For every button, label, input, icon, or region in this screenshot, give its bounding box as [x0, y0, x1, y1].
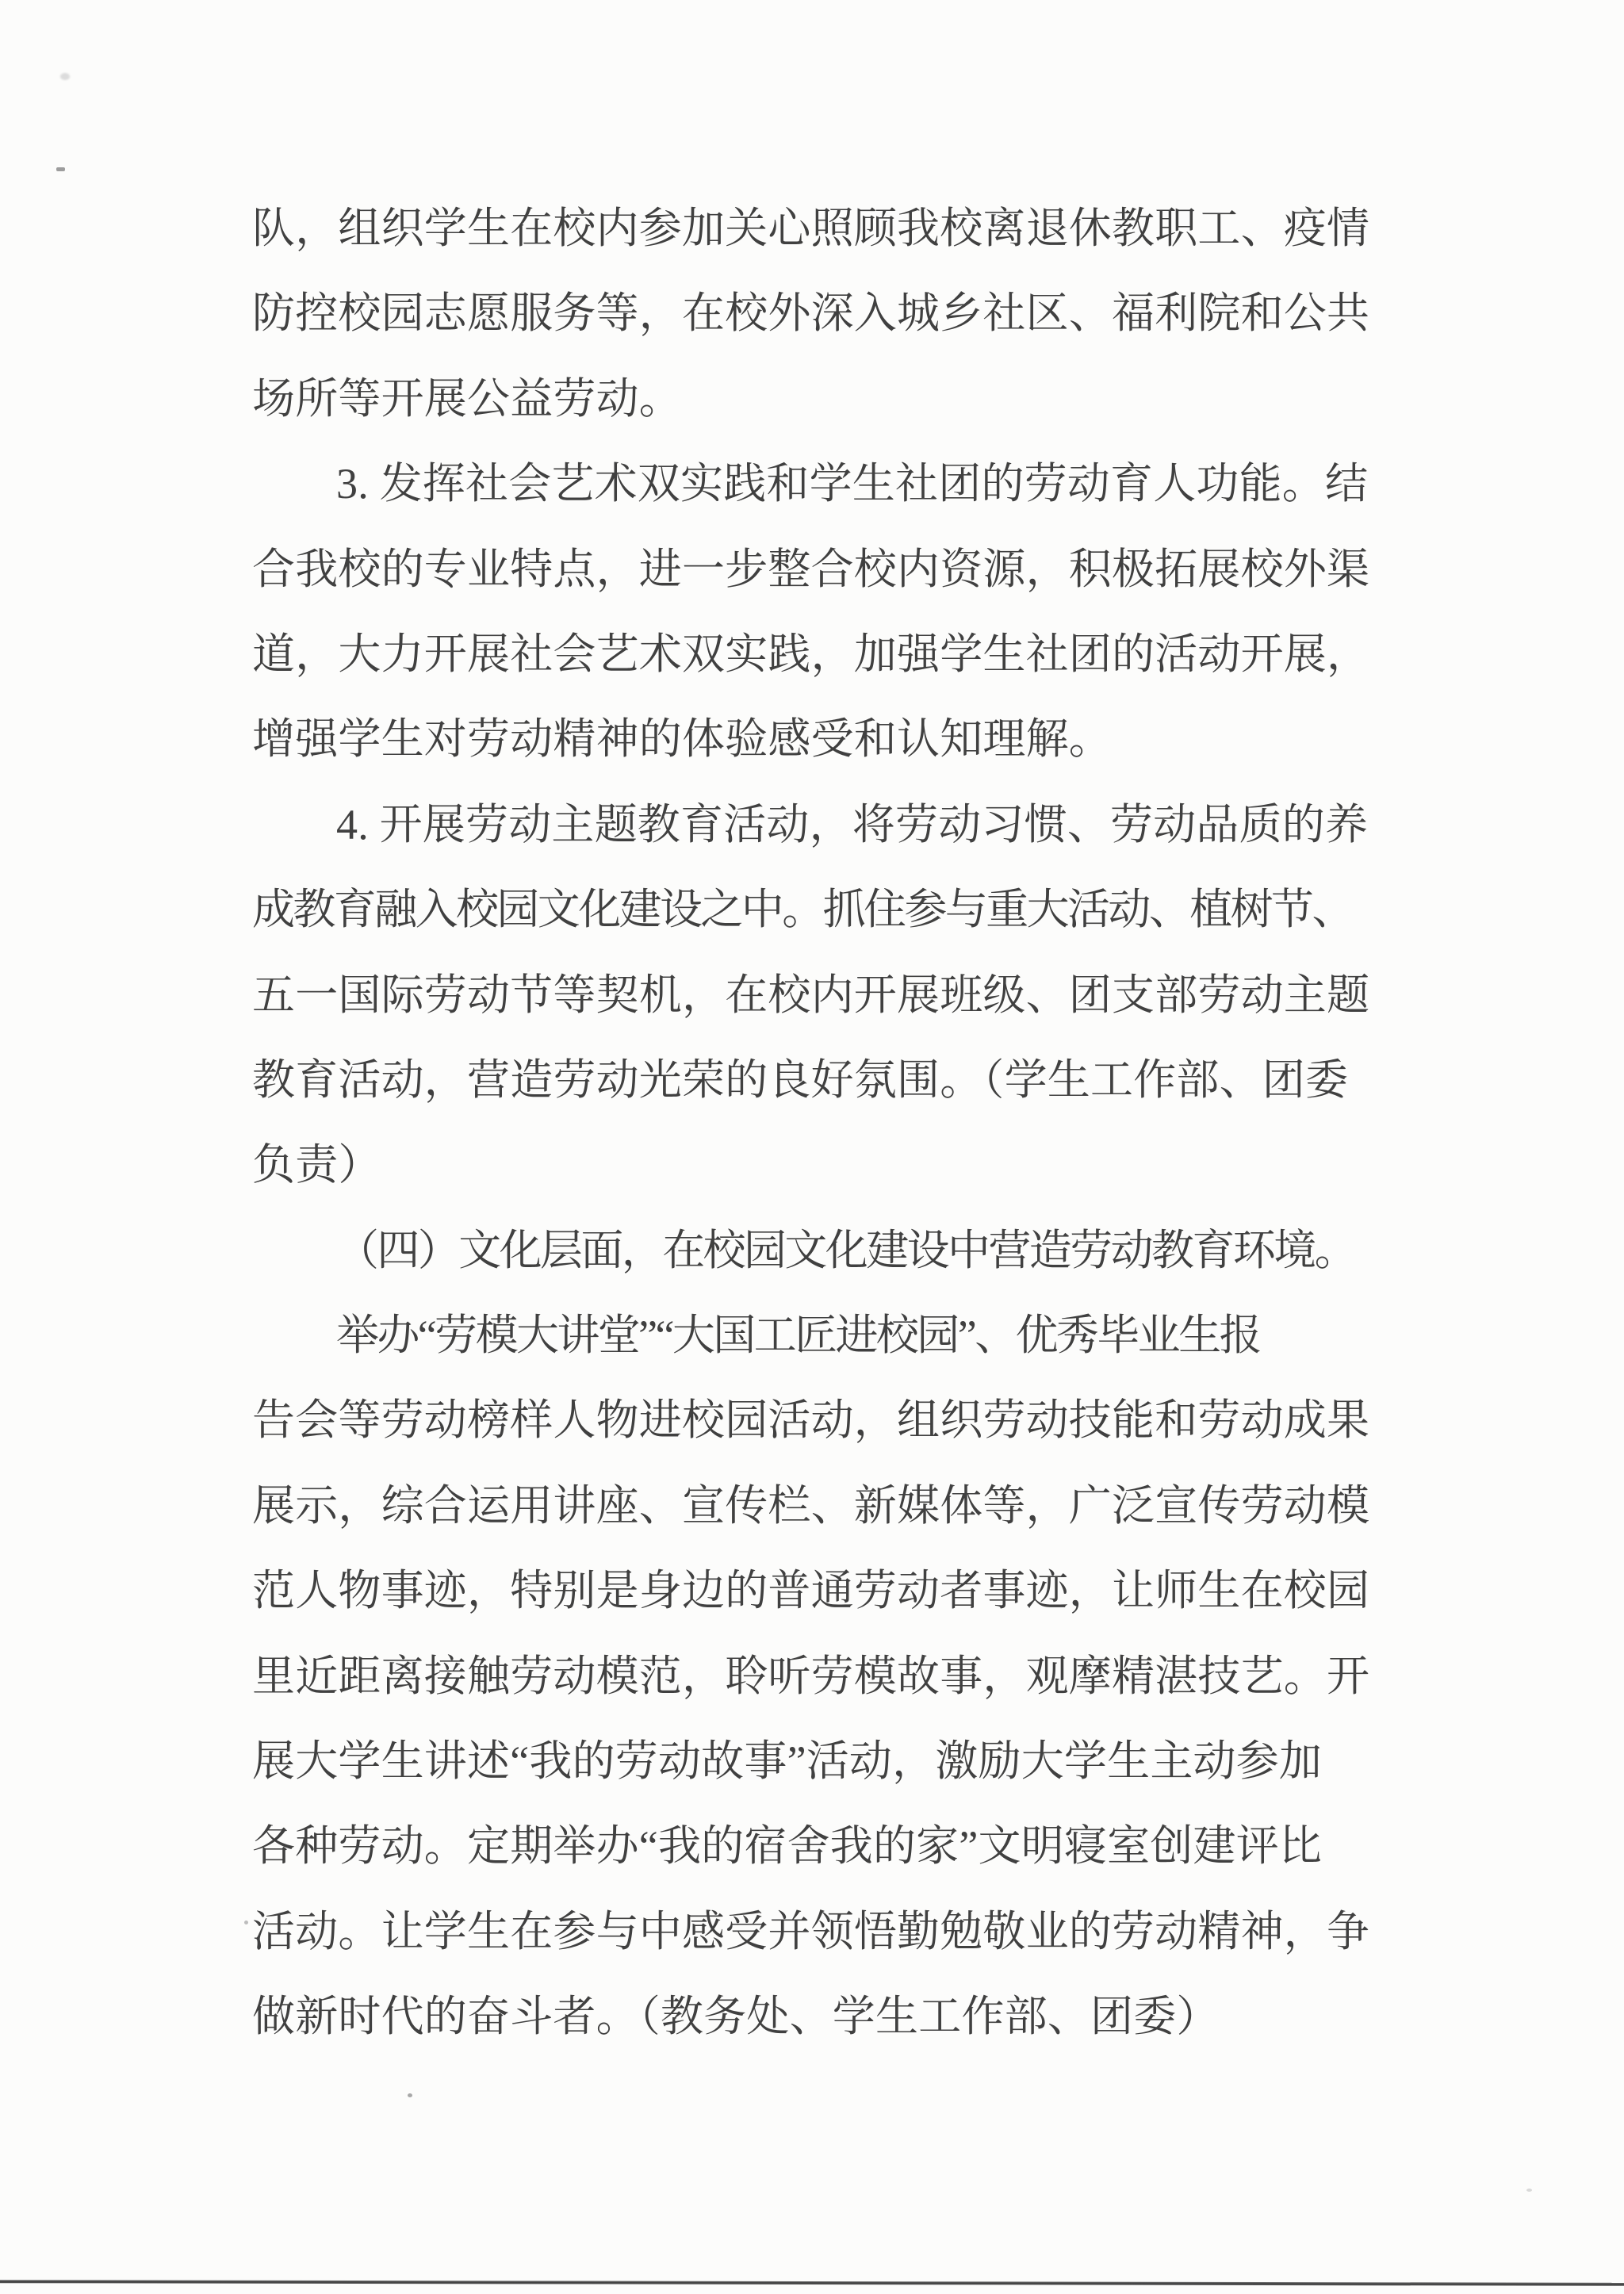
document-line: （四）文化层面，在校园文化建设中营造劳动教育环境。 [336, 1226, 1355, 1274]
scan-speck [60, 73, 70, 80]
document-line: 做新时代的奋斗者。（教务处、学生工作部、团委） [252, 1993, 1220, 2041]
document-line: 场所等开展公益劳动。 [252, 374, 682, 423]
scan-speck [244, 1921, 248, 1924]
document-line: 展示，综合运用讲座、宣传栏、新媒体等，广泛宣传劳动模 [252, 1481, 1370, 1530]
scan-speck [56, 167, 65, 171]
scan-speck [1526, 2189, 1532, 2192]
document-line: 4. 开展劳动主题教育活动，将劳动习惯、劳动品质的养 [336, 800, 1369, 848]
document-line: 各种劳动。定期举办“我的宿舍我的家”文明寝室创建评比 [252, 1822, 1323, 1871]
document-line: 3. 发挥社会艺术双实践和学生社团的劳动育人功能。结 [336, 460, 1369, 508]
document-line: 合我校的专业特点，进一步整合校内资源，积极拓展校外渠 [252, 545, 1370, 593]
document-line: 成教育融入校园文化建设之中。抓住参与重大活动、植树节、 [252, 886, 1353, 934]
document-line: 里近距离接触劳动模范，聆听劳模故事，观摩精湛技艺。开 [252, 1652, 1370, 1700]
document-body-text [252, 186, 1375, 2060]
scan-page-bottom-edge [0, 2280, 1624, 2286]
document-line: 展大学生讲述“我的劳动故事”活动，激励大学生主动参加 [252, 1737, 1323, 1786]
document-line: 活动。让学生在参与中感受并领悟勤勉敬业的劳动精神，争 [252, 1907, 1370, 1955]
document-line: 五一国际劳动节等契机，在校内开展班级、团支部劳动主题 [252, 971, 1370, 1019]
document-line: 范人物事迹，特别是身边的普通劳动者事迹，让师生在校园 [252, 1567, 1370, 1615]
scan-speck [408, 2093, 412, 2097]
document-line: 防控校园志愿服务等，在校外深入城乡社区、福利院和公共 [252, 289, 1370, 338]
document-line: 教育活动，营造劳动光荣的良好氛围。（学生工作部、团委 [252, 1055, 1349, 1104]
document-line: 告会等劳动榜样人物进校园活动，组织劳动技能和劳动成果 [252, 1396, 1370, 1445]
document-line: 道，大力开展社会艺术双实践，加强学生社团的活动开展， [252, 630, 1370, 678]
document-line: 队，组织学生在校内参加关心照顾我校离退休教职工、疫情 [252, 205, 1370, 252]
document-line: 负责） [252, 1141, 381, 1189]
document-line: 增强学生对劳动精神的体验感受和认知理解。 [252, 715, 1112, 764]
document-line: 举办“劳模大讲堂”“大国工匠进校园”、优秀毕业生报 [336, 1312, 1260, 1360]
